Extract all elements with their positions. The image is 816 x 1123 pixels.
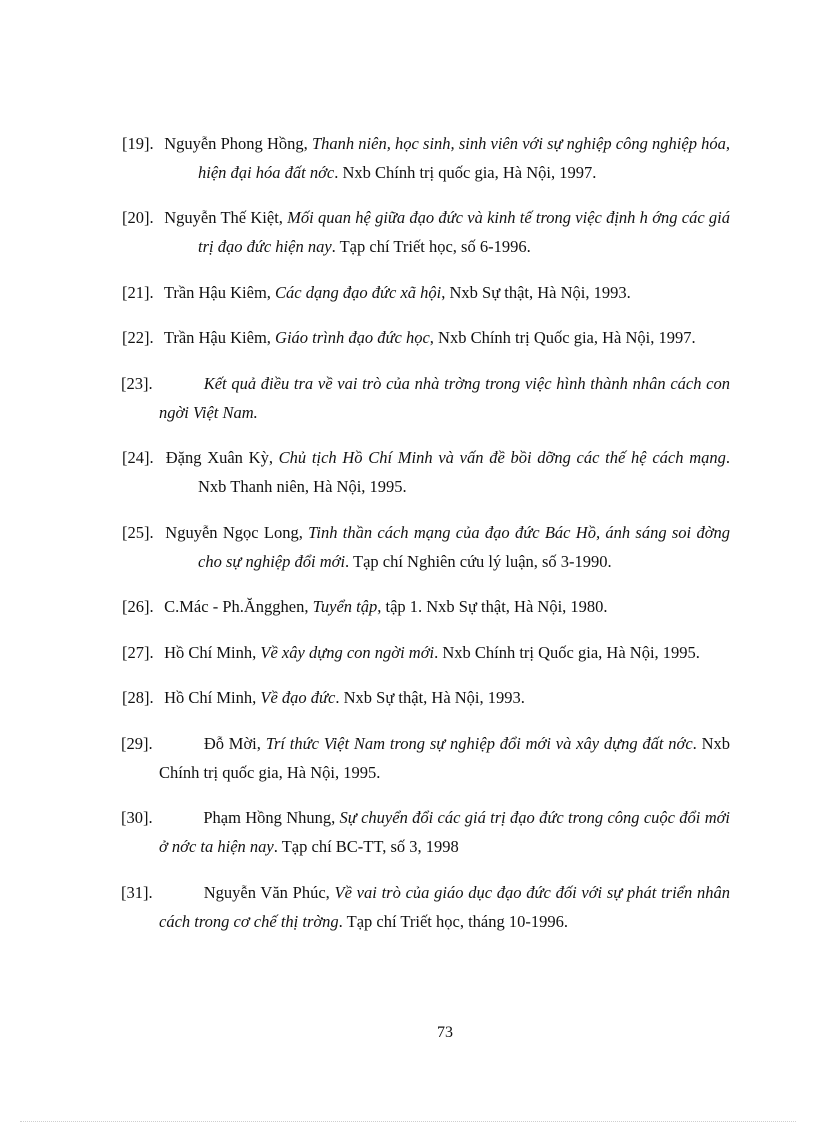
reference-title: Tuyển tập <box>312 597 378 616</box>
reference-author: Nguyễn Văn Phúc, <box>203 882 335 902</box>
reference-item <box>121 369 730 427</box>
reference-publisher: . Nxb Thanh niên, Hà Nội, 1995. <box>198 448 731 496</box>
reference-title: Về xây dựng con ngời mới <box>260 642 435 662</box>
reference-author: Nguyễn Phong Hồng, <box>164 133 312 153</box>
reference-publisher: . Tạp chí BC-TT, số 3, 1998 <box>273 837 459 856</box>
reference-item: [26]. C.Mác - Ph.Ăngghen, Tuyển tập, tập 1. Nxb Sự thật, Hà Nội, 1980. <box>122 597 608 616</box>
reference-publisher: . Tạp chí Triết học, tháng 10-1996. <box>338 911 568 931</box>
reference-item: [25]. Nguyễn Ngọc Long, Tinh thần cách mạng của đạo đức Bác Hồ, ánh sáng soi đờng cho sự nghiệp đổi mới. Tạp chí Nghiên cứu lý luận, số 3-1990. <box>122 522 730 571</box>
reference-author: Hồ Chí Minh, <box>164 688 261 707</box>
reference-item: [21]. Trần Hậu Kiêm, Các dạng đạo đức xã hội, Nxb Sự thật, Hà Nội, 1993. <box>122 282 631 302</box>
reference-item: [24]. Đặng Xuân Kỳ, Chủ tịch Hồ Chí Minh và vấn đề bồi dỡng các thế hệ cách mạng. Nxb Thanh niên, Hà Nội, 1995. <box>122 448 731 496</box>
reference-item <box>121 729 730 787</box>
reference-publisher: , tập 1. Nxb Sự thật, Hà Nội, 1980. <box>377 597 608 616</box>
reference-number: [31]. <box>121 882 153 902</box>
reference-title: Mối quan hệ giữa đạo đức và kinh tế trong việc định h ớng các giá trị đạo đức hiện nay <box>198 208 730 256</box>
reference-item: [20]. Nguyễn Thế Kiệt, Mối quan hệ giữa đạo đức và kinh tế trong việc định h ớng các giá trị đạo đức hiện nay. Tạp chí Triết học, số 6-1996. <box>122 208 730 256</box>
reference-publisher: , Nxb Chính trị Quốc gia, Hà Nội, 1997. <box>429 328 696 347</box>
reference-publisher: . Tạp chí Triết học, số 6-1996. <box>331 237 531 256</box>
reference-list <box>0 112 816 945</box>
reference-number: [23]. <box>121 373 153 393</box>
reference-title: Kết quả điều tra về vai trò của nhà trờng trong việc hình thành nhân cách con ngời Việt Nam. <box>159 373 731 422</box>
reference-author: Trần Hậu Kiêm, <box>163 282 276 302</box>
reference-item: [28]. Hồ Chí Minh, Về đạo đức. Nxb Sự thật, Hà Nội, 1993. <box>122 688 525 707</box>
reference-title: Chủ tịch Hồ Chí Minh và vấn đề bồi dỡng các thế hệ cách mạng <box>278 448 726 467</box>
reference-author: C.Mác - Ph.Ăngghen, <box>164 597 313 616</box>
reference-title: Các dạng đạo đức xã hội <box>275 282 442 302</box>
reference-author: Nguyễn Thế Kiệt, <box>164 208 288 227</box>
reference-author: Hồ Chí Minh, <box>164 642 261 662</box>
reference-number: [29]. <box>121 733 153 753</box>
reference-title: Thanh niên, học sinh, sinh viên với sự nghiệp công nghiệp hóa, hiện đại hóa đất nớc <box>198 133 730 182</box>
reference-publisher: , Nxb Sự thật, Hà Nội, 1993. <box>441 282 631 302</box>
reference-title: Trí thức Việt Nam trong sự nghiệp đổi mới và xây dựng đất nớc <box>265 733 693 753</box>
reference-title: Tinh thần cách mạng của đạo đức Bác Hồ, ánh sáng soi đờng cho sự nghiệp đổi mới <box>198 522 730 571</box>
reference-title: Giáo trình đạo đức học <box>275 328 430 347</box>
reference-author: Đỗ Mời, <box>203 733 266 753</box>
reference-author: Phạm Hồng Nhung, <box>203 808 340 827</box>
reference-title: Về vai trò của giáo dục đạo đức đối với sự phát triển nhân cách trong cơ chế thị trờng <box>159 882 730 931</box>
reference-author: Trần Hậu Kiêm, <box>163 328 276 347</box>
reference-author: Nguyễn Ngọc Long, <box>165 522 309 542</box>
reference-publisher: . Nxb Chính trị Quốc gia, Hà Nội, 1995. <box>434 642 700 662</box>
reference-title: Về đạo đức <box>260 688 336 707</box>
reference-author: Đặng Xuân Kỳ, <box>165 448 279 467</box>
reference-publisher: . Tạp chí Nghiên cứu lý luận, số 3-1990. <box>345 551 612 571</box>
reference-publisher: . Nxb Chính trị quốc gia, Hà Nội, 1995. <box>159 733 731 782</box>
reference-publisher: . Nxb Sự thật, Hà Nội, 1993. <box>335 688 525 707</box>
reference-item <box>121 803 730 861</box>
reference-publisher: . Nxb Chính trị quốc gia, Hà Nội, 1997. <box>334 162 597 182</box>
reference-item: [27]. Hồ Chí Minh, Về xây dựng con ngời mới. Nxb Chính trị Quốc gia, Hà Nội, 1995. <box>122 642 700 662</box>
reference-item: [22]. Trần Hậu Kiêm, Giáo trình đạo đức học, Nxb Chính trị Quốc gia, Hà Nội, 1997. <box>122 328 696 347</box>
reference-number: [30]. <box>121 808 153 827</box>
reference-title: Sự chuyển đổi các giá trị đạo đức trong công cuộc đổi mới ở nớc ta hiện nay <box>159 808 730 856</box>
reference-item <box>121 878 730 936</box>
page-number: 73 <box>437 1024 453 1041</box>
page-divider <box>20 1121 796 1122</box>
reference-item: [19]. Nguyễn Phong Hồng, Thanh niên, học sinh, sinh viên với sự nghiệp công nghiệp hóa, hiện đại hóa đất nớc. Nxb Chính trị quốc gia, Hà Nội, 1997. <box>122 133 730 182</box>
